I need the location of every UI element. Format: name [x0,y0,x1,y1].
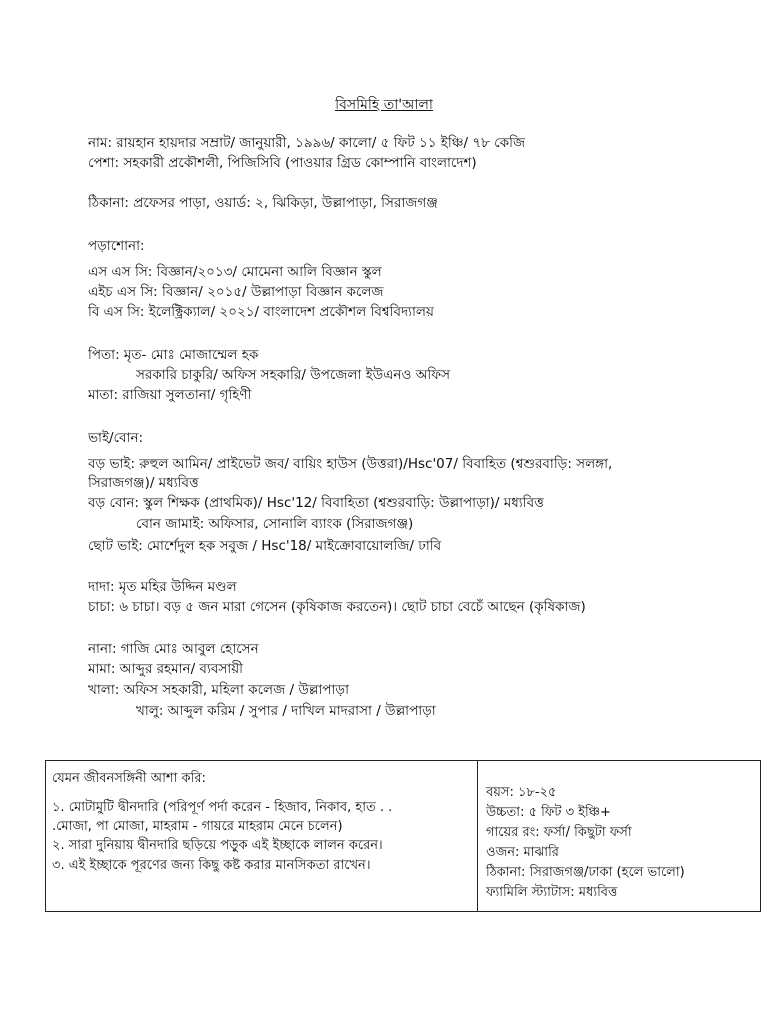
younger-brother-line: ছোট ভাই: মোর্শেদুল হক সবুজ / Hsc'18/ মাইক্রোবায়োলজি/ ঢাবি [88,538,442,554]
requirement-family-status: ফ্যামিলি স্ট্যাটাস: মধ্যবিত্ত [486,885,618,900]
partner-preference-table [45,760,761,912]
table-divider [477,761,478,911]
expectation-item-1-cont: .মোজা, পা মোজা, মাহরাম - গায়রে মাহরাম মেনে চলেন) [52,819,343,834]
address-line: ঠিকানা: প্রফেসর পাড়া, ওয়ার্ড: ২, ঝিকিড়া, উল্লাপাড়া, সিরাজগঞ্জ [88,195,438,211]
aunt-husband-line: খালু: আব্দুল করিম / সুপার / দাখিল মাদরাসা / উল্লাপাড়া [136,703,436,719]
requirement-complexion: গায়ের রং: ফর্সা/ কিছুটা ফর্সা [486,825,632,840]
expectation-item-3: ৩. এই ইচ্ছাকে পূরণের জন্য কিছু কষ্ট করার মানসিকতা রাখেন। [52,858,371,873]
elder-brother-line: বড় ভাই: রুহুল আমিন/ প্রাইভেট জব/ বায়িং হাউস (উত্তরা)/Hsc'07/ বিবাহিত (শ্বশুরবাড়ি: সলঙ্গা, [88,456,613,472]
brother-in-law-line: বোন জামাই: অফিসার, সোনালি ব্যাংক (সিরাজগঞ্জ) [136,516,414,532]
requirement-weight: ওজন: মাঝারি [486,845,559,860]
maternal-uncle-line: মামা: আব্দুর রহমান/ ব্যবসায়ী [88,661,244,677]
mother-line: মাতা: রাজিয়া সুলতানা/ গৃহিণী [88,387,252,403]
ssc-line: এস এস সি: বিজ্ঞান/২০১৩/ মোমেনা আলি বিজ্ঞান স্কুল [88,264,382,280]
father-job-line: সরকারি চাকুরি/ অফিস সহকারি/ উপজেলা ইউএনও অফিস [136,367,451,383]
grandfather-line: দাদা: মৃত মহির উদ্দিন মণ্ডল [88,579,237,595]
expectations-heading: যেমন জীবনসঙ্গিনী আশা করি: [52,771,206,786]
expectation-item-1: ১. মোটামুটি দ্বীনদারি (পরিপূর্ণ পর্দা করেন - হিজাব, নিকাব, হাত . . [52,800,393,815]
bsc-line: বি এস সি: ইলেক্ট্রিক্যাল/ ২০২১/ বাংলাদেশ প্রকৌশল বিশ্ববিদ্যালয় [88,304,434,320]
maternal-grandfather-line: নানা: গাজি মোঃ আবুল হোসেন [88,641,259,657]
name-line: নাম: রায়হান হায়দার সম্রাট/ জানুয়ারী, ১৯৯৬/ কালো/ ৫ ফিট ১১ ইঞ্চি/ ৭৮ কেজি [88,135,526,151]
uncles-line: চাচা: ৬ চাচা। বড় ৫ জন মারা গেসেন (কৃষিকাজ করতেন)। ছোট চাচা বেচেঁ আছেন (কৃষিকাজ) [88,599,586,615]
profession-line: পেশা: সহকারী প্রকৌশলী, পিজিসিবি (পাওয়ার গ্রিড কোম্পানি বাংলাদেশ) [88,155,477,171]
elder-sister-line: বড় বোন: স্কুল শিক্ষক (প্রাথমিক)/ Hsc'12/ বিবাহিতা (শ্বশুরবাড়ি: উল্লাপাড়া)/ মধ্যবিত্ত [88,495,544,511]
education-heading: পড়াশোনা: [88,238,145,254]
requirement-location: ঠিকানা: সিরাজগঞ্জ/ঢাকা (হলে ভালো) [486,865,685,880]
maternal-aunt-line: খালা: অফিস সহকারী, মহিলা কলেজ / উল্লাপাড়া [88,682,349,698]
siblings-heading: ভাই/বোন: [88,430,144,446]
hsc-line: এইচ এস সি: বিজ্ঞান/ ২০১৫/ উল্লাপাড়া বিজ্ঞান কলেজ [88,284,384,300]
requirement-age: বয়স: ১৮-২৫ [486,785,557,800]
father-line: পিতা: মৃত- মোঃ মোজাম্মেল হক [88,347,259,363]
document-title: বিসমিহি তা'আলা [335,97,433,113]
elder-brother-line-cont: সিরাজগঞ্জ)/ মধ্যবিত্ত [88,475,199,491]
requirement-height: উচ্চতা: ৫ ফিট ৩ ইঞ্চি+ [486,805,611,820]
expectation-item-2: ২. সারা দুনিয়ায় দ্বীনদারি ছড়িয়ে পড়ুক এই ইচ্ছাকে লালন করেন। [52,838,383,853]
